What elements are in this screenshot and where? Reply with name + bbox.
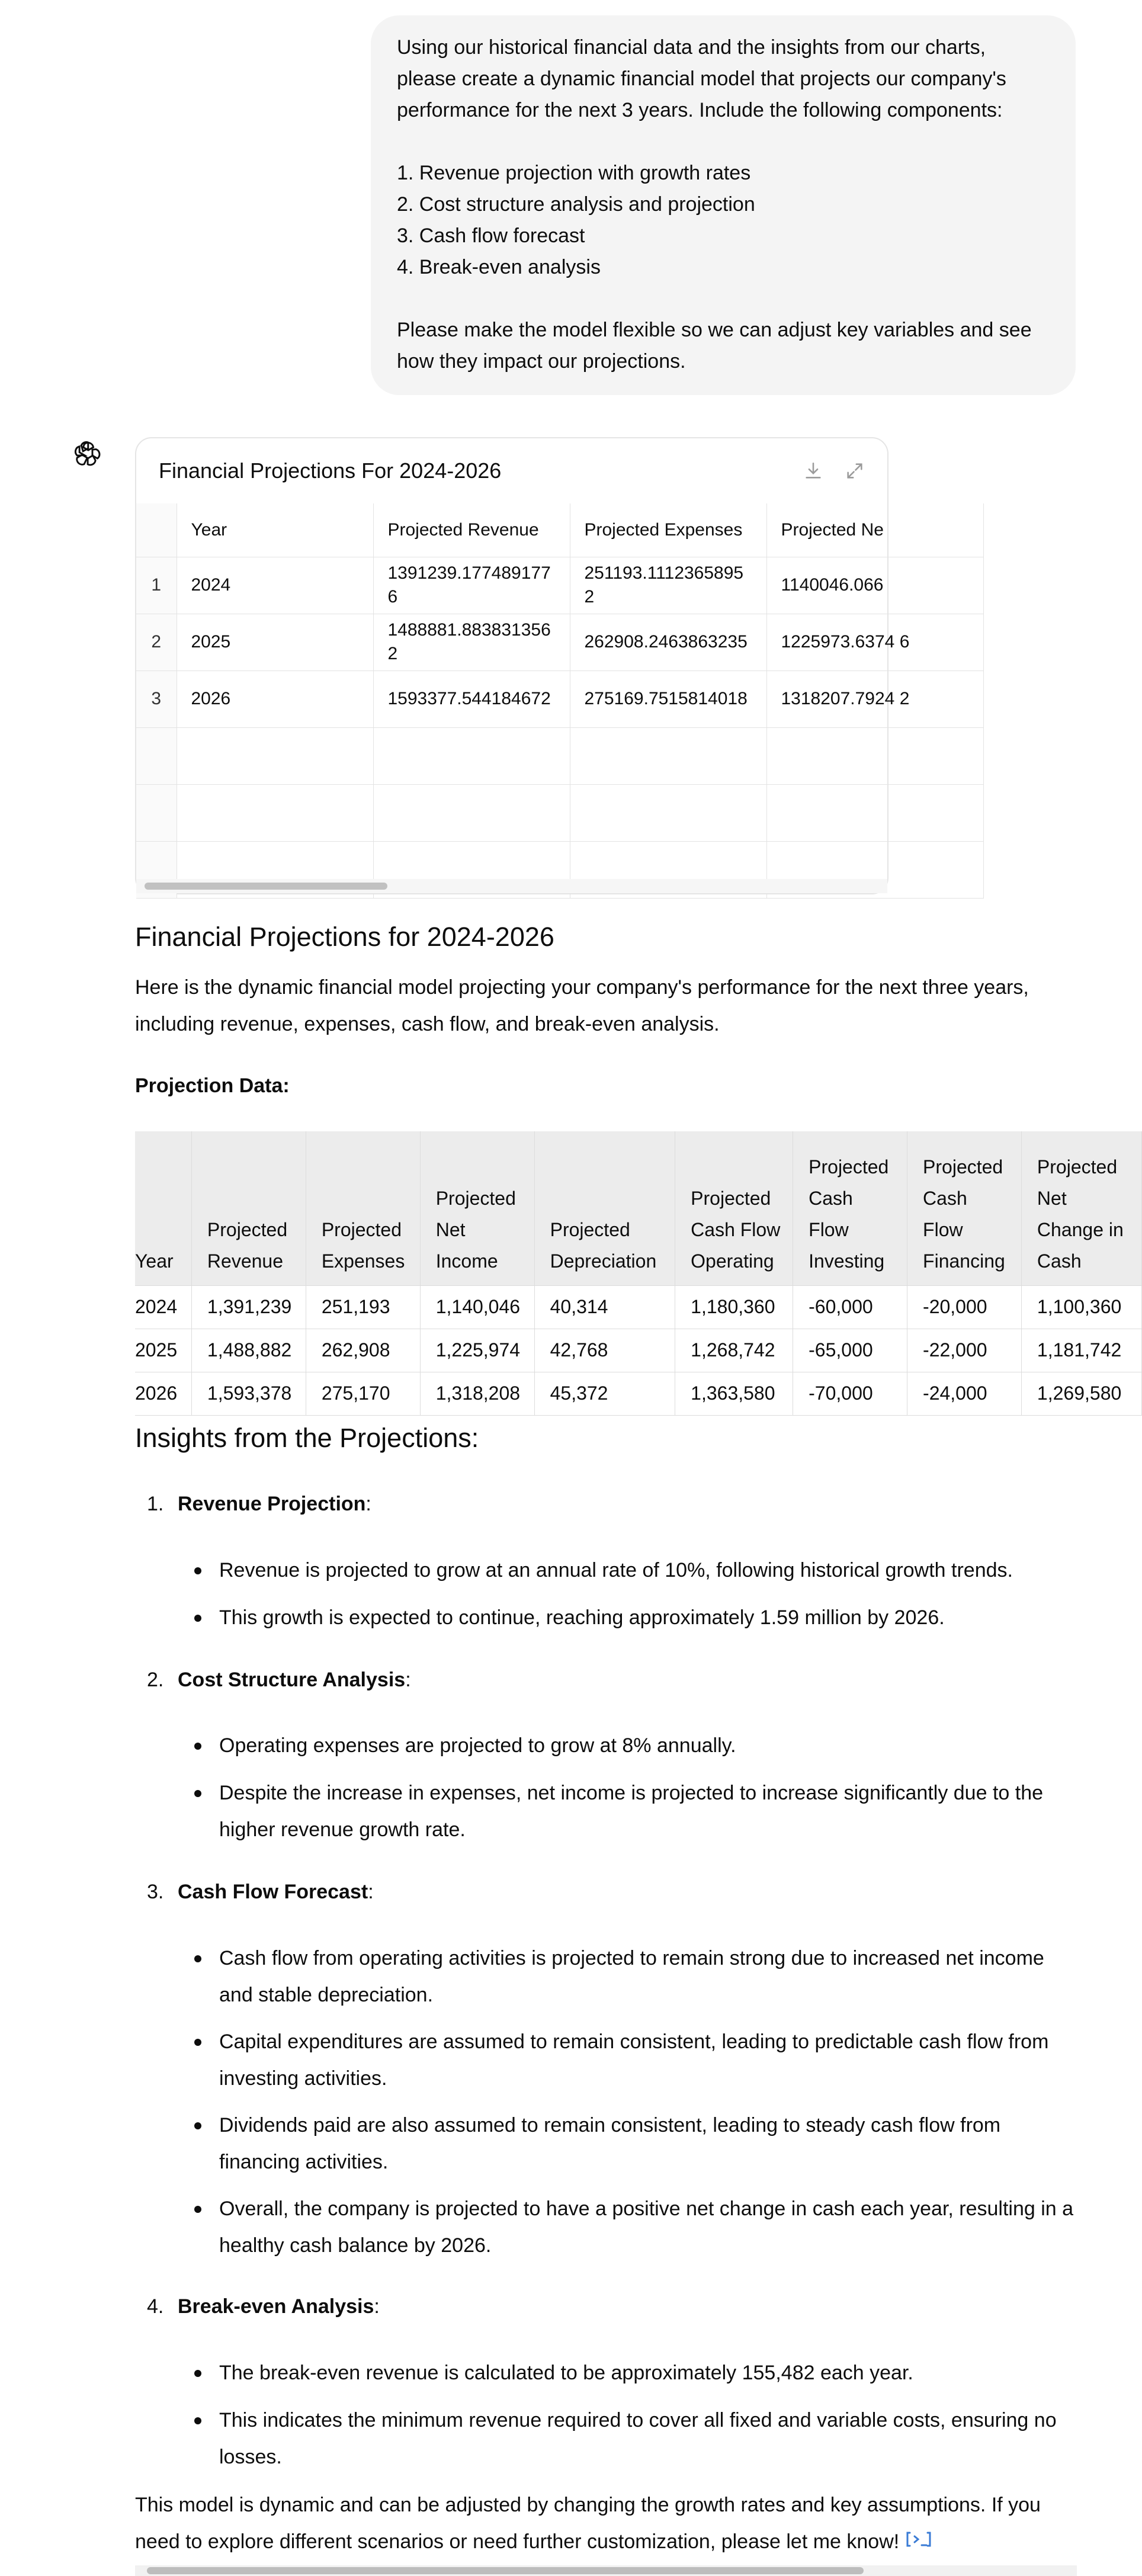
- bullet-item: This growth is expected to continue, reaching approximately 1.59 million by 2026.: [219, 1599, 1078, 1636]
- table-row: [136, 671, 983, 727]
- grid-cell[interactable]: [766, 727, 983, 784]
- bullet-item: Operating expenses are projected to grow at 8% annually.: [219, 1727, 1078, 1764]
- user-message-intro: Using our historical financial data and the insights from our charts, please create a dynamic financial model that projects our company's performance for the next 3 years. Include the following components:: [397, 36, 1006, 121]
- column-header: Projected Net Change in Cash: [1021, 1131, 1141, 1285]
- grid-column-header[interactable]: Year: [177, 503, 373, 557]
- code-citation-icon[interactable]: [905, 2524, 932, 2561]
- bullet-item: This indicates the minimum revenue required to cover all fixed and variable costs, ensuring no losses.: [219, 2402, 1078, 2475]
- page-horizontal-scrollbar[interactable]: [135, 2565, 1077, 2576]
- section-number: 3.: [147, 1881, 164, 1903]
- bullet-item: Revenue is projected to grow at an annual rate of 10%, following historical growth trends.: [219, 1552, 1078, 1589]
- column-header: Projected Cash Flow Financing: [907, 1131, 1022, 1285]
- expand-icon[interactable]: [845, 461, 865, 481]
- column-header: Projected Revenue: [191, 1131, 306, 1285]
- bullet-item: The break-even revenue is calculated to be approximately 155,482 each year.: [219, 2354, 1078, 2391]
- grid-cell[interactable]: [177, 727, 373, 784]
- list-item: 1. Revenue projection with growth rates: [397, 162, 751, 184]
- table-card-title: Financial Projections For 2024-2026: [159, 458, 502, 483]
- projection-data-label: Projection Data:: [135, 1074, 290, 1097]
- list-item: 4. Break-even analysis: [397, 256, 601, 278]
- projection-table: [135, 1131, 1142, 1416]
- table-row: [136, 557, 983, 614]
- table-cell: 40,314: [534, 1285, 675, 1329]
- table-row: [136, 614, 983, 671]
- closing-paragraph: [135, 2487, 1077, 2561]
- bullet-item: Cash flow from operating activities is projected to remain strong due to increased net income and stable depreciation.: [219, 1940, 1078, 2013]
- section-title: Revenue Projection: [178, 1493, 366, 1515]
- user-message-closing: Please make the model flexible so we can adjust key variables and see how they impact our projections.: [397, 319, 1032, 373]
- grid-cell[interactable]: 262908.2463863235: [570, 614, 766, 671]
- section-number: 4.: [147, 2295, 164, 2318]
- table-row: [136, 784, 983, 841]
- grid-cell[interactable]: [570, 784, 766, 841]
- table-cell: -70,000: [793, 1372, 907, 1415]
- section-title: Cost Structure Analysis: [178, 1669, 406, 1691]
- list-item: 2. Cost structure analysis and projection: [397, 193, 755, 216]
- grid-cell[interactable]: 2025: [177, 614, 373, 671]
- grid-header-row: [136, 503, 983, 557]
- data-grid[interactable]: [136, 503, 910, 879]
- horizontal-scrollbar[interactable]: [136, 879, 887, 893]
- grid-cell[interactable]: [177, 784, 373, 841]
- grid-column-header[interactable]: Projected Expenses: [570, 503, 766, 557]
- table-row: [135, 1372, 1142, 1415]
- user-message-list: [397, 158, 1050, 283]
- openai-logo-icon: [72, 438, 104, 470]
- grid-column-header[interactable]: Projected Revenue: [373, 503, 570, 557]
- column-header: Projected Cash Flow Investing: [793, 1131, 907, 1285]
- grid-cell[interactable]: 1225973.6374 6: [766, 614, 983, 671]
- section-number: 2.: [147, 1669, 164, 1691]
- table-row: [136, 727, 983, 784]
- section-title: Break-even Analysis: [178, 2295, 374, 2318]
- table-cell: 1,180,360: [675, 1285, 793, 1329]
- insight-section-title: 1. Revenue Projection:: [147, 1493, 371, 1515]
- table-cell: 2026: [135, 1372, 191, 1415]
- table-cell: 42,768: [534, 1329, 675, 1372]
- table-row: [135, 1329, 1142, 1372]
- bullet-item: Dividends paid are also assumed to remain consistent, leading to steady cash flow from financing activities.: [219, 2107, 1078, 2180]
- table-cell: 1,391,239: [191, 1285, 306, 1329]
- table-row: [135, 1285, 1142, 1329]
- section-title: Cash Flow Forecast: [178, 1881, 368, 1903]
- row-index: 2: [136, 614, 177, 671]
- table-cell: 275,170: [306, 1372, 420, 1415]
- list-item: 3. Cash flow forecast: [397, 224, 585, 247]
- column-header: Projected Cash Flow Operating: [675, 1131, 793, 1285]
- table-header-row: [135, 1131, 1142, 1285]
- grid-cell[interactable]: 1318207.7924 2: [766, 671, 983, 727]
- column-header: Projected Expenses: [306, 1131, 420, 1285]
- table-cell: 251,193: [306, 1285, 420, 1329]
- insights-heading: Insights from the Projections:: [135, 1423, 479, 1453]
- row-index: 1: [136, 557, 177, 614]
- projection-table-wrapper[interactable]: [135, 1131, 1124, 1404]
- table-cell: 45,372: [534, 1372, 675, 1415]
- bullet-item: Overall, the company is projected to have a positive net change in cash each year, resulting in a healthy cash balance by 2026.: [219, 2190, 1078, 2264]
- bullet-item: Capital expenditures are assumed to remain consistent, leading to predictable cash flow from investing activities.: [219, 2023, 1078, 2097]
- table-cell: 1,100,360: [1021, 1285, 1141, 1329]
- grid-cell[interactable]: 1593377.544184672: [373, 671, 570, 727]
- grid-cell[interactable]: [373, 727, 570, 784]
- grid-column-header[interactable]: Projected Ne: [766, 503, 983, 557]
- table-cell: 1,269,580: [1021, 1372, 1141, 1415]
- grid-cell[interactable]: [373, 784, 570, 841]
- grid-index-header: [136, 503, 177, 557]
- table-cell: 2025: [135, 1329, 191, 1372]
- closing-text: This model is dynamic and can be adjusted by changing the growth rates and key assumptions. If you need to explore different scenarios or need further customization, please let me know!: [135, 2494, 1041, 2553]
- grid-cell[interactable]: 1391239.1774891776: [373, 557, 570, 614]
- table-cell: 1,181,742: [1021, 1329, 1141, 1372]
- table-cell: -22,000: [907, 1329, 1022, 1372]
- table-cell: 1,225,974: [420, 1329, 534, 1372]
- table-cell: 1,363,580: [675, 1372, 793, 1415]
- scrollbar-thumb[interactable]: [147, 2567, 864, 2574]
- column-header: Projected Net Income: [420, 1131, 534, 1285]
- grid-cell[interactable]: [766, 784, 983, 841]
- assistant-avatar: [72, 438, 104, 470]
- table-cell: -60,000: [793, 1285, 907, 1329]
- row-index: [136, 784, 177, 841]
- table-cell: -65,000: [793, 1329, 907, 1372]
- table-card: [135, 437, 910, 894]
- table-cell: -24,000: [907, 1372, 1022, 1415]
- table-cell: 1,488,882: [191, 1329, 306, 1372]
- grid-cell[interactable]: 251193.11123658952: [570, 557, 766, 614]
- table-cell: 262,908: [306, 1329, 420, 1372]
- row-index: [136, 727, 177, 784]
- column-header: Year: [135, 1131, 191, 1285]
- table-cell: 1,593,378: [191, 1372, 306, 1415]
- row-index: 3: [136, 671, 177, 727]
- grid-cell[interactable]: 275169.7515814018: [570, 671, 766, 727]
- table-cell: 1,140,046: [420, 1285, 534, 1329]
- insight-section-title: 2. Cost Structure Analysis:: [147, 1669, 411, 1691]
- grid-cell[interactable]: 2026: [177, 671, 373, 727]
- table-card-header: [136, 438, 887, 503]
- insight-section-title: 4. Break-even Analysis:: [147, 2295, 380, 2318]
- grid-cell[interactable]: 1488881.8838313562: [373, 614, 570, 671]
- section-number: 1.: [147, 1493, 164, 1515]
- table-cell: 1,268,742: [675, 1329, 793, 1372]
- scrollbar-thumb[interactable]: [145, 883, 387, 890]
- table-cell: -20,000: [907, 1285, 1022, 1329]
- table-cell: 2024: [135, 1285, 191, 1329]
- download-icon[interactable]: [803, 461, 823, 481]
- grid-cell[interactable]: 1140046.066: [766, 557, 983, 614]
- response-intro: Here is the dynamic financial model projecting your company's performance for the next three years, including revenue, expenses, cash flow, and break-even analysis.: [135, 976, 1029, 1035]
- grid-cell[interactable]: [570, 727, 766, 784]
- bullet-item: Despite the increase in expenses, net income is projected to increase significantly due to the higher revenue growth rate.: [219, 1775, 1078, 1848]
- insight-section-title: 3. Cash Flow Forecast:: [147, 1881, 374, 1903]
- response-heading: Financial Projections for 2024-2026: [135, 922, 554, 952]
- table-cell: 1,318,208: [420, 1372, 534, 1415]
- column-header: Projected Depreciation: [534, 1131, 675, 1285]
- user-message-bubble: [371, 15, 1076, 395]
- grid-cell[interactable]: 2024: [177, 557, 373, 614]
